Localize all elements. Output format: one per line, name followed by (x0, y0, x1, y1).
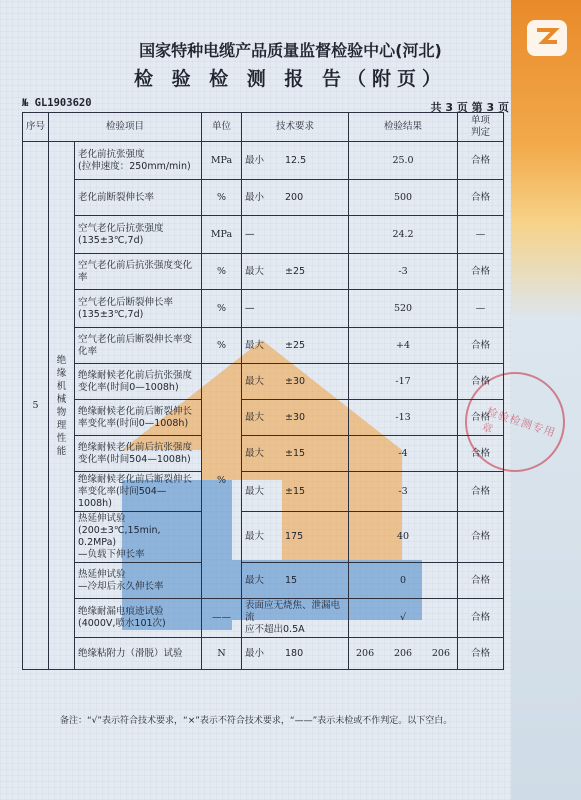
result-cell: -13 (349, 400, 458, 436)
requirement-cell (242, 254, 349, 290)
requirement-value: ±30 (285, 375, 306, 387)
judgement-cell: 合格 (458, 563, 504, 599)
table-row (23, 563, 504, 599)
judgement-cell: 合格 (458, 638, 504, 670)
result-cell (349, 638, 458, 670)
test-item: 空气老化前后断裂伸长率变化率 (75, 328, 202, 364)
unit-cell: MPa (202, 142, 242, 180)
result-value: 206 (356, 647, 375, 659)
result-cell: 24.2 (349, 216, 458, 254)
test-item: 老化前断裂伸长率 (75, 180, 202, 216)
judgement-cell: 合格 (458, 328, 504, 364)
requirement-cell (242, 142, 349, 180)
unit-cell: MPa (202, 216, 242, 254)
requirement-cell (242, 599, 349, 638)
requirement-prefix: 最大 (245, 531, 265, 542)
requirement-prefix: 最大 (245, 447, 265, 459)
requirement-value: ±30 (285, 411, 306, 423)
test-item: 老化前抗张强度 (拉伸速度：250mm/min) (75, 142, 202, 180)
test-item: 热延伸试验 (200±3℃,15min, 0.2MPa) —负载下伸长率 (75, 512, 202, 563)
table-row (23, 364, 504, 400)
table-row (23, 216, 504, 254)
result-cell: -4 (349, 436, 458, 472)
result-values (352, 648, 454, 660)
table-header-row (23, 113, 504, 142)
requirement-value: 200 (285, 191, 304, 203)
table-row (23, 142, 504, 180)
judgement-cell: — (458, 290, 504, 328)
requirement-prefix: 最大 (245, 265, 265, 277)
judgement-cell: 合格 (458, 180, 504, 216)
col-header-judgement: 单项 判定 (458, 113, 504, 142)
requirement-prefix: 最小 (245, 191, 265, 203)
requirement-value: ±15 (285, 485, 306, 497)
requirement-prefix: — (245, 302, 255, 314)
table-row (23, 328, 504, 364)
requirement-prefix: 最大 (245, 375, 265, 387)
test-item: 空气老化后抗张强度 (135±3℃,7d) (75, 216, 202, 254)
test-item: 绝缘耐候老化前后抗张强度变化率(时间0—1008h) (75, 364, 202, 400)
requirement-cell (242, 180, 349, 216)
unit-cell: N (202, 638, 242, 670)
judgement-cell: 合格 (458, 142, 504, 180)
requirement-value: 12.5 (285, 154, 307, 166)
table-row (23, 512, 504, 563)
requirement-value: 15 (285, 574, 298, 586)
judgement-cell: 合格 (458, 512, 504, 563)
requirement-cell (242, 563, 349, 599)
judgement-cell: 合格 (458, 472, 504, 512)
requirement-cell (242, 638, 349, 670)
judgement-cell: 合格 (458, 599, 504, 638)
requirement-value: 180 (285, 647, 304, 659)
requirement-prefix: 最大 (245, 485, 265, 497)
requirement-cell (242, 436, 349, 472)
col-header-item: 检验项目 (49, 113, 202, 142)
test-item: 空气老化前后抗张强度变化率 (75, 254, 202, 290)
stamp-text: 检验检测专用章 (479, 405, 558, 440)
requirement-prefix: 最大 (245, 574, 265, 586)
judgement-cell: — (458, 216, 504, 254)
table-row (23, 400, 504, 436)
test-item: 绝缘耐候老化前后断裂伸长率变化率(时间504—1008h) (75, 472, 202, 512)
col-header-seq: 序号 (23, 113, 49, 142)
unit-cell: % (202, 328, 242, 364)
unit-cell: % (202, 180, 242, 216)
table-row (23, 472, 504, 512)
result-cell: √ (349, 599, 458, 638)
col-header-requirement: 技术要求 (242, 113, 349, 142)
requirement-cell (242, 328, 349, 364)
table-row (23, 180, 504, 216)
page-count: 共 3 页 第 3 页 (430, 101, 509, 114)
test-item: 绝缘耐漏电痕迹试验 (4000V,喷水101次) (75, 599, 202, 638)
requirement-value: 175 (285, 531, 304, 542)
result-cell: 25.0 (349, 142, 458, 180)
requirement-cell (242, 364, 349, 400)
unit-cell: % (202, 254, 242, 290)
requirement-prefix: 最大 (245, 411, 265, 423)
requirement-cell (242, 400, 349, 436)
requirement-prefix: — (245, 228, 255, 240)
test-item: 绝缘粘附力（滑脱）试验 (75, 638, 202, 670)
test-item: 绝缘耐候老化前后抗张强度变化率(时间504—1008h) (75, 436, 202, 472)
judgement-cell: 合格 (458, 436, 504, 472)
table-row (23, 290, 504, 328)
result-value: 206 (431, 647, 450, 659)
category-text: 绝缘机械物理性能 (56, 354, 67, 457)
requirement-text: 表面应无烧焦、泄漏电流 应不超出0.5A (245, 600, 341, 635)
unit-cell: —— (202, 599, 242, 638)
result-cell: -3 (349, 254, 458, 290)
result-cell: 40 (349, 512, 458, 563)
judgement-cell: 合格 (458, 400, 504, 436)
report-title: 检 验 检 测 报 告（附页） (133, 68, 448, 90)
test-results-table (22, 112, 504, 670)
result-cell: 500 (349, 180, 458, 216)
unit-cell: % (202, 364, 242, 599)
table-row (23, 599, 504, 638)
result-cell: -17 (349, 364, 458, 400)
col-header-unit: 单位 (202, 113, 242, 142)
table-row (23, 436, 504, 472)
unit-cell: % (202, 290, 242, 328)
organization-title: 国家特种电缆产品质量监督检验中心(河北) (139, 41, 442, 60)
result-cell: +4 (349, 328, 458, 364)
judgement-cell: 合格 (458, 254, 504, 290)
footnote: 备注：“√”表示符合技术要求，“×”表示不符合技术要求，“——”表示未检或不作判定。以下空白。 (60, 716, 453, 726)
result-cell: -3 (349, 472, 458, 512)
result-cell: 0 (349, 563, 458, 599)
sequence-number: 5 (23, 142, 49, 670)
category-label (49, 142, 75, 670)
requirement-cell (242, 216, 349, 254)
requirement-value: ±25 (285, 265, 306, 277)
col-header-result: 检验结果 (349, 113, 458, 142)
requirement-cell (242, 512, 349, 563)
requirement-value: ±25 (285, 339, 306, 351)
requirement-prefix: 最大 (245, 339, 265, 351)
report-number: № GL1903620 (22, 97, 92, 109)
test-item: 绝缘耐候老化前后断裂伸长率变化率(时间0—1008h) (75, 400, 202, 436)
requirement-value: ±15 (285, 447, 306, 459)
requirement-cell (242, 290, 349, 328)
result-value: 206 (393, 647, 413, 659)
judgement-cell: 合格 (458, 364, 504, 400)
requirement-prefix: 最小 (245, 154, 265, 166)
table-row (23, 254, 504, 290)
test-item: 空气老化后断裂伸长率 (135±3℃,7d) (75, 290, 202, 328)
result-cell: 520 (349, 290, 458, 328)
test-item: 热延伸试验 —冷却后永久伸长率 (75, 563, 202, 599)
table-row (23, 638, 504, 670)
requirement-cell (242, 472, 349, 512)
requirement-prefix: 最小 (245, 647, 265, 659)
